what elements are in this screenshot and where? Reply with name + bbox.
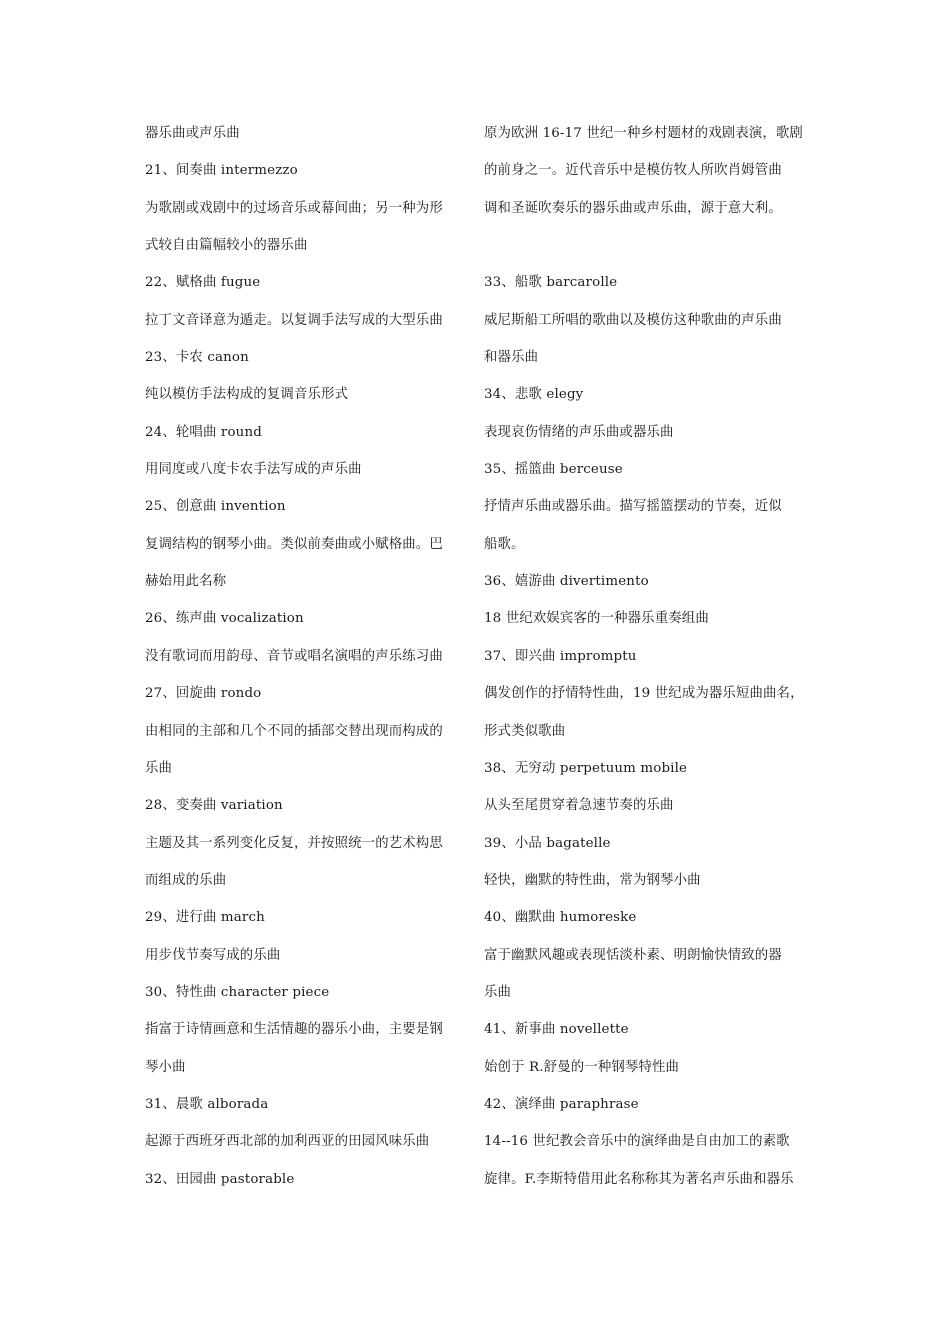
left-text-line: 用步伐节奏写成的乐曲 <box>145 947 281 963</box>
right-text-line: 乐曲 <box>484 984 512 1000</box>
right-text-line: 从头至尾贯穿着急速节奏的乐曲 <box>484 798 674 814</box>
right-text-line: 和器乐曲 <box>484 350 539 366</box>
right-text-line: 42、演绎曲 paraphrase <box>484 1096 639 1112</box>
right-text-line: 37、即兴曲 impromptu <box>484 648 637 664</box>
left-text-line: 26、练声曲 vocalization <box>145 611 304 627</box>
left-text-line: 拉丁文音译意为遁走。以复调手法写成的大型乐曲 <box>145 312 443 328</box>
right-text-line: 39、小品 bagatelle <box>484 835 611 851</box>
left-text-line: 由相同的主部和几个不同的插部交替出现而构成的 <box>145 723 443 739</box>
right-text-line: 调和圣诞吹奏乐的器乐曲或声乐曲，源于意大利。 <box>484 200 782 216</box>
right-text-line: 原为欧洲 16-17 世纪一种乡村题材的戏剧表演，歌剧 <box>484 126 803 141</box>
right-text-line: 轻快，幽默的特性曲，常为钢琴小曲 <box>484 872 701 888</box>
left-text-line: 没有歌词而用韵母、音节或唱名演唱的声乐练习曲 <box>145 648 443 664</box>
left-text-line: 为歌剧或戏剧中的过场音乐或幕间曲；另一种为形 <box>145 200 443 216</box>
right-column <box>484 120 810 1203</box>
left-text-line: 28、变奏曲 variation <box>145 798 283 814</box>
right-text-line: 的前身之一。近代音乐中是模仿牧人所吹肖姆管曲 <box>484 163 782 179</box>
left-text-line: 琴小曲 <box>145 1059 186 1075</box>
right-text-line: 偶发创作的抒情特性曲，19 世纪成为器乐短曲曲名， <box>484 686 804 702</box>
left-text-line: 式较自由篇幅较小的器乐曲 <box>145 238 308 254</box>
right-text-line: 18 世纪欢娱宾客的一种器乐重奏组曲 <box>484 611 709 627</box>
left-text-line: 21、间奏曲 intermezzo <box>145 163 298 179</box>
left-text-line: 30、特性曲 character piece <box>145 984 330 1000</box>
right-text-line: 41、新事曲 novellette <box>484 1022 629 1038</box>
right-text-line: 富于幽默风趣或表现恬淡朴素、明朗愉快情致的器 <box>484 947 782 963</box>
left-text-line: 用同度或八度卡农手法写成的声乐曲 <box>145 462 362 478</box>
left-text-line: 器乐曲或声乐曲 <box>145 126 240 141</box>
left-text-line: 复调结构的钢琴小曲。类似前奏曲或小赋格曲。巴 <box>145 536 443 552</box>
left-text-line: 22、赋格曲 fugue <box>145 275 261 291</box>
left-column <box>145 120 463 1203</box>
right-text-line: 38、无穷动 perpetuum mobile <box>484 760 688 776</box>
left-text-line: 乐曲 <box>145 760 173 776</box>
right-text-line: 34、悲歌 elegy <box>484 387 584 403</box>
left-text-line: 27、回旋曲 rondo <box>145 686 262 702</box>
left-text-line: 起源于西班牙西北部的加利西亚的田园风味乐曲 <box>145 1134 430 1150</box>
left-text-line: 主题及其一系列变化反复，并按照统一的艺术构思 <box>145 835 443 851</box>
right-text-line: 36、嬉游曲 divertimento <box>484 574 649 590</box>
right-text-line: 抒情声乐曲或器乐曲。描写摇篮摆动的节奏，近似 <box>484 499 782 515</box>
left-text-line: 31、晨歌 alborada <box>145 1096 269 1112</box>
right-text-line: 船歌。 <box>484 536 525 552</box>
right-text-line: 旋律。F.李斯特借用此名称称其为著名声乐曲和器乐 <box>484 1171 794 1187</box>
right-text-line: 14--16 世纪教会音乐中的演绎曲是自由加工的素歌 <box>484 1134 790 1150</box>
left-text-line: 29、进行曲 march <box>145 910 265 926</box>
left-text-line: 纯以模仿手法构成的复调音乐形式 <box>145 387 349 403</box>
right-text-line: 始创于 R.舒曼的一种钢琴特性曲 <box>484 1059 680 1075</box>
left-text-line: 32、田园曲 pastorable <box>145 1171 295 1187</box>
right-text-line: 33、船歌 barcarolle <box>484 275 618 291</box>
left-text-line: 24、轮唱曲 round <box>145 424 262 440</box>
left-text-line: 25、创意曲 invention <box>145 499 286 515</box>
right-text-line: 35、摇篮曲 berceuse <box>484 462 623 478</box>
right-text-line: 表现哀伤情绪的声乐曲或器乐曲 <box>484 424 674 440</box>
right-text-line: 威尼斯船工所唱的歌曲以及模仿这种歌曲的声乐曲 <box>484 312 782 328</box>
left-text-line: 23、卡农 canon <box>145 350 249 366</box>
left-text-line: 而组成的乐曲 <box>145 872 227 888</box>
left-text-line: 赫始用此名称 <box>145 574 227 590</box>
right-text-line <box>484 232 810 269</box>
right-text-line: 形式类似歌曲 <box>484 723 566 739</box>
right-text-line: 40、幽默曲 humoreske <box>484 910 637 926</box>
left-text-line: 指富于诗情画意和生活情趣的器乐小曲，主要是钢 <box>145 1022 443 1038</box>
